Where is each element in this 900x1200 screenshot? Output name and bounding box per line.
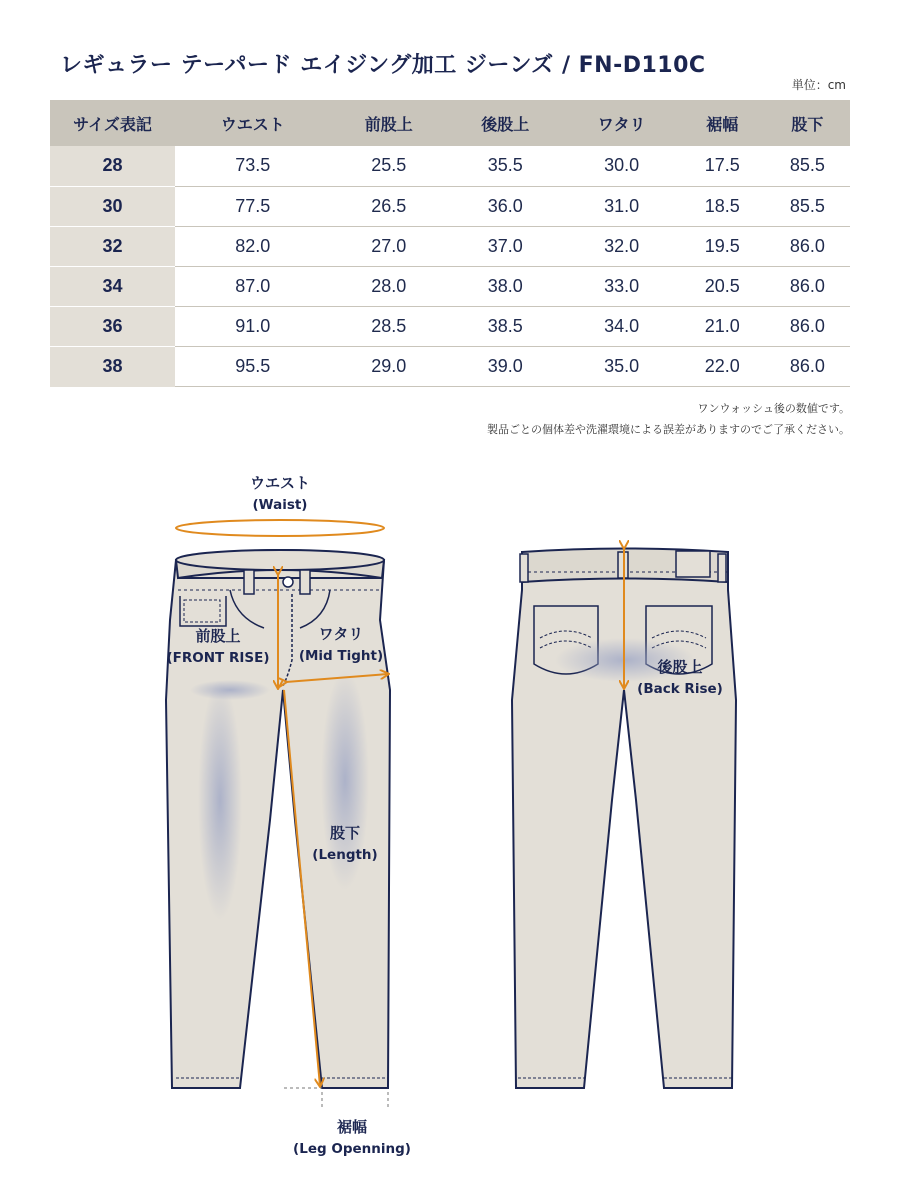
cell-size: 36 (50, 306, 175, 346)
label-leg-opening: 裾幅 (Leg Openning) (293, 1118, 411, 1157)
cell: 39.0 (447, 346, 564, 386)
cell: 31.0 (564, 186, 680, 226)
cell: 27.0 (330, 226, 447, 266)
cell: 85.5 (765, 186, 850, 226)
header-front-rise: 前股上 (330, 100, 447, 146)
header-leg-opening: 裾幅 (680, 100, 765, 146)
cell: 86.0 (765, 346, 850, 386)
cell-size: 32 (50, 226, 175, 266)
table-row (50, 266, 850, 306)
cell: 85.5 (765, 146, 850, 186)
table-row (50, 306, 850, 346)
label-waist: ウエスト (Waist) (249, 474, 310, 513)
cell-size: 34 (50, 266, 175, 306)
cell: 22.0 (680, 346, 765, 386)
label-length: 股下 (Length) (312, 824, 378, 863)
measurement-diagram (0, 460, 900, 1200)
cell: 87.0 (175, 266, 330, 306)
cell: 35.0 (564, 346, 680, 386)
table-row (50, 146, 850, 186)
header-size: サイズ表記 (50, 100, 175, 146)
cell: 20.5 (680, 266, 765, 306)
leg-opening-guides (284, 1088, 388, 1108)
cell: 37.0 (447, 226, 564, 266)
cell: 33.0 (564, 266, 680, 306)
table-header-row (50, 100, 850, 146)
label-back-rise: 後股上 (Back Rise) (637, 658, 723, 697)
waist-arrow (176, 520, 384, 536)
cell: 36.0 (447, 186, 564, 226)
cell: 18.5 (680, 186, 765, 226)
cell: 86.0 (765, 306, 850, 346)
cell: 91.0 (175, 306, 330, 346)
cell: 34.0 (564, 306, 680, 346)
cell: 29.0 (330, 346, 447, 386)
cell: 17.5 (680, 146, 765, 186)
page-title: レギュラー テーパード エイジング加工 ジーンズ / FN-D110C (60, 53, 706, 78)
cell: 28.0 (330, 266, 447, 306)
cell: 73.5 (175, 146, 330, 186)
cell-size: 30 (50, 186, 175, 226)
cell: 82.0 (175, 226, 330, 266)
table-row (50, 186, 850, 226)
cell: 86.0 (765, 226, 850, 266)
label-mid-tight: ワタリ (Mid Tight) (298, 625, 384, 664)
header-back-rise: 後股上 (447, 100, 564, 146)
table-row (50, 346, 850, 386)
cell-size: 38 (50, 346, 175, 386)
note-wash: ワンウォッシュ後の数値です。 (697, 402, 850, 415)
label-front-rise: 前股上 (FRONT RISE) (166, 627, 270, 666)
size-table (50, 100, 850, 387)
cell: 77.5 (175, 186, 330, 226)
cell: 28.5 (330, 306, 447, 346)
cell: 30.0 (564, 146, 680, 186)
cell-size: 28 (50, 146, 175, 186)
cell: 26.5 (330, 186, 447, 226)
jeans-illustration (0, 460, 900, 1200)
cell: 38.0 (447, 266, 564, 306)
header-length: 股下 (765, 100, 850, 146)
cell: 38.5 (447, 306, 564, 346)
cell: 21.0 (680, 306, 765, 346)
cell: 95.5 (175, 346, 330, 386)
cell: 35.5 (447, 146, 564, 186)
unit-label: 単位：cm (791, 78, 846, 92)
cell: 86.0 (765, 266, 850, 306)
note-variance: 製品ごとの個体差や洗濯環境による誤差がありますのでご了承ください。 (487, 423, 850, 436)
cell: 19.5 (680, 226, 765, 266)
cell: 25.5 (330, 146, 447, 186)
table-row (50, 226, 850, 266)
cell: 32.0 (564, 226, 680, 266)
header-waist: ウエスト (175, 100, 330, 146)
header-mid-tight: ワタリ (564, 100, 680, 146)
